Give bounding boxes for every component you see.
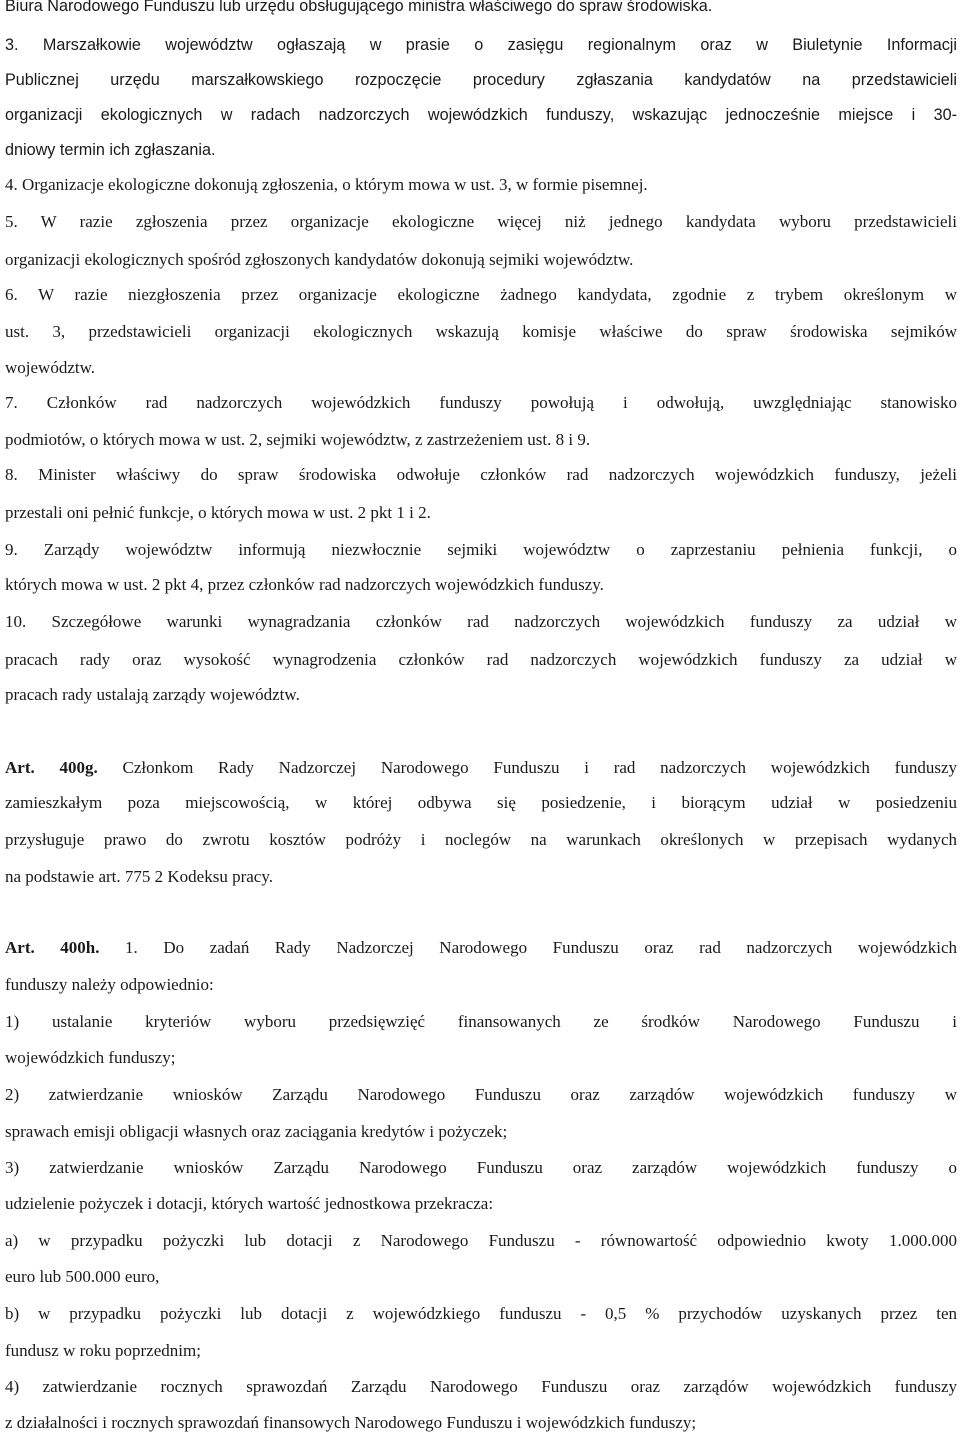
text-span: 3) zatwierdzanie wniosków Zarządu Narodowego Funduszu oraz zarządów wojewódzkich funduszy o [5,1158,957,1177]
text-line [5,612,957,632]
text-line [5,250,633,270]
text-line [5,1048,175,1068]
text-span: 3. Marszałkowie województw ogłaszają w prasie o zasięgu regionalnym oraz w Biuletynie Informacji [5,36,957,54]
text-span: Publicznej urzędu marszałkowskiego rozpoczęcie procedury zgłaszania kandydatów na przedstawicieli [5,71,957,89]
text-line [5,1267,159,1287]
text-line [5,540,957,560]
text-line [5,685,300,705]
text-line [5,975,214,995]
text-span: 6. W razie niezgłoszenia przez organizacje ekologiczne żadnego kandydata, zgodnie z trybem określonym w [5,285,957,304]
text-span: Biura Narodowego Funduszu lub urzędu obsługującego ministra właściwego do spraw środowiska. [5,0,713,15]
text-span: 1) ustalanie kryteriów wyboru przedsięwzięć finansowanych ze środków Narodowego Funduszu i [5,1012,957,1031]
text-span: dniowy termin ich zgłaszania. [5,141,216,159]
text-line [5,175,648,195]
text-line [5,70,957,90]
text-line [5,358,95,378]
text-line [5,1413,696,1433]
text-span: organizacji ekologicznych spośród zgłoszonych kandydatów dokonują sejmiki województw. [5,250,634,269]
text-span: organizacji ekologicznych w radach nadzorczych wojewódzkich funduszy, wskazując jednocześnie miejsce i 30- [5,106,957,124]
text-line [5,35,957,55]
article-heading: Art. 400g. [5,758,98,777]
text-span: podmiotów, o których mowa w ust. 2, sejmiki województw, z zastrzeżeniem ust. 8 i 9. [5,430,591,449]
text-line [5,1231,957,1251]
text-line [5,105,957,125]
text-span: euro lub 500.000 euro, [5,1267,160,1286]
text-line [5,758,957,778]
text-span: z działalności i rocznych sprawozdań finansowych Narodowego Funduszu i wojewódzkich funduszy; [5,1413,697,1432]
text-span: 2) zatwierdzanie wniosków Zarządu Narodowego Funduszu oraz zarządów wojewódzkich funduszy w [5,1085,957,1104]
text-line [5,430,590,450]
text-span: przysługuje prawo do zwrotu kosztów podróży i noclegów na warunkach określonych w przepisach wydanych [5,830,957,849]
text-line [5,1304,957,1324]
text-span: 4) zatwierdzanie rocznych sprawozdań Zarządu Narodowego Funduszu oraz zarządów wojewódzkich funduszy [5,1377,957,1396]
text-span: b) w przypadku pożyczki lub dotacji z wojewódzkiego funduszu - 0,5 % przychodów uzyskanych przez ten [5,1304,957,1323]
text-line [5,830,957,850]
text-span: przestali oni pełnić funkcje, o których mowa w ust. 2 pkt 1 i 2. [5,503,431,522]
text-line [5,1194,493,1214]
text-line [5,575,604,595]
text-span: funduszy należy odpowiednio: [5,975,214,994]
text-span: 1. Do zadań Rady Nadzorczej Narodowego Funduszu oraz rad nadzorczych wojewódzkich [99,938,957,957]
text-span: 4. Organizacje ekologiczne dokonują zgłoszenia, o którym mowa w ust. 3, w formie pisemnej. [5,175,648,194]
text-line [5,212,957,232]
text-span: pracach rady oraz wysokość wynagrodzenia członków rad nadzorczych wojewódzkich funduszy za udział w [5,650,957,669]
text-line [5,650,957,670]
text-span: zamieszkałym poza miejscowością, w której odbywa się posiedzenie, i biorącym udział w posiedzeniu [5,793,957,812]
text-span: 10. Szczegółowe warunki wynagradzania członków rad nadzorczych wojewódzkich funduszy za udział w [5,612,957,631]
text-line [5,793,957,813]
text-line [5,393,957,413]
text-line [5,1377,957,1397]
text-line [5,140,216,160]
text-line [5,867,273,887]
text-span: a) w przypadku pożyczki lub dotacji z Narodowego Funduszu - równowartość odpowiednio kwoty 1.000.000 [5,1231,957,1250]
text-line [5,1341,201,1361]
text-span: na podstawie art. 775 2 Kodeksu pracy. [5,867,273,886]
text-span: Członkom Rady Nadzorczej Narodowego Funduszu i rad nadzorczych wojewódzkich funduszy [97,758,957,777]
text-line [5,1122,507,1142]
text-span: województw. [5,358,96,377]
text-line [5,1012,957,1032]
text-span: pracach rady ustalają zarządy województw. [5,685,300,704]
text-line [5,465,957,485]
text-line [5,1085,957,1105]
article-heading: Art. 400h. [5,938,100,957]
text-span: fundusz w roku poprzednim; [5,1341,201,1360]
text-line [5,0,712,16]
text-span: 8. Minister właściwy do spraw środowiska odwołuje członków rad nadzorczych wojewódzkich funduszy, jeżeli [5,465,957,484]
text-span: których mowa w ust. 2 pkt 4, przez członków rad nadzorczych wojewódzkich funduszy. [5,575,604,594]
text-span: 7. Członków rad nadzorczych wojewódzkich funduszy powołują i odwołują, uwzględniając stanowisko [5,393,957,412]
text-span: 9. Zarządy województw informują niezwłocznie sejmiki województw o zaprzestaniu pełnienia funkcji, o [5,540,957,559]
text-line [5,938,957,958]
text-span: 5. W razie zgłoszenia przez organizacje ekologiczne więcej niż jednego kandydata wyboru przedstawicieli [5,212,957,231]
text-span: ust. 3, przedstawicieli organizacji ekologicznych wskazują komisje właściwe do spraw środowiska sejmików [5,322,957,341]
text-span: udzielenie pożyczek i dotacji, których wartość jednostkowa przekracza: [5,1194,494,1213]
text-span: wojewódzkich funduszy; [5,1048,176,1067]
text-line [5,285,957,305]
text-span: sprawach emisji obligacji własnych oraz zaciągania kredytów i pożyczek; [5,1122,508,1141]
text-line [5,1158,957,1178]
text-line [5,322,957,342]
text-line [5,503,431,523]
